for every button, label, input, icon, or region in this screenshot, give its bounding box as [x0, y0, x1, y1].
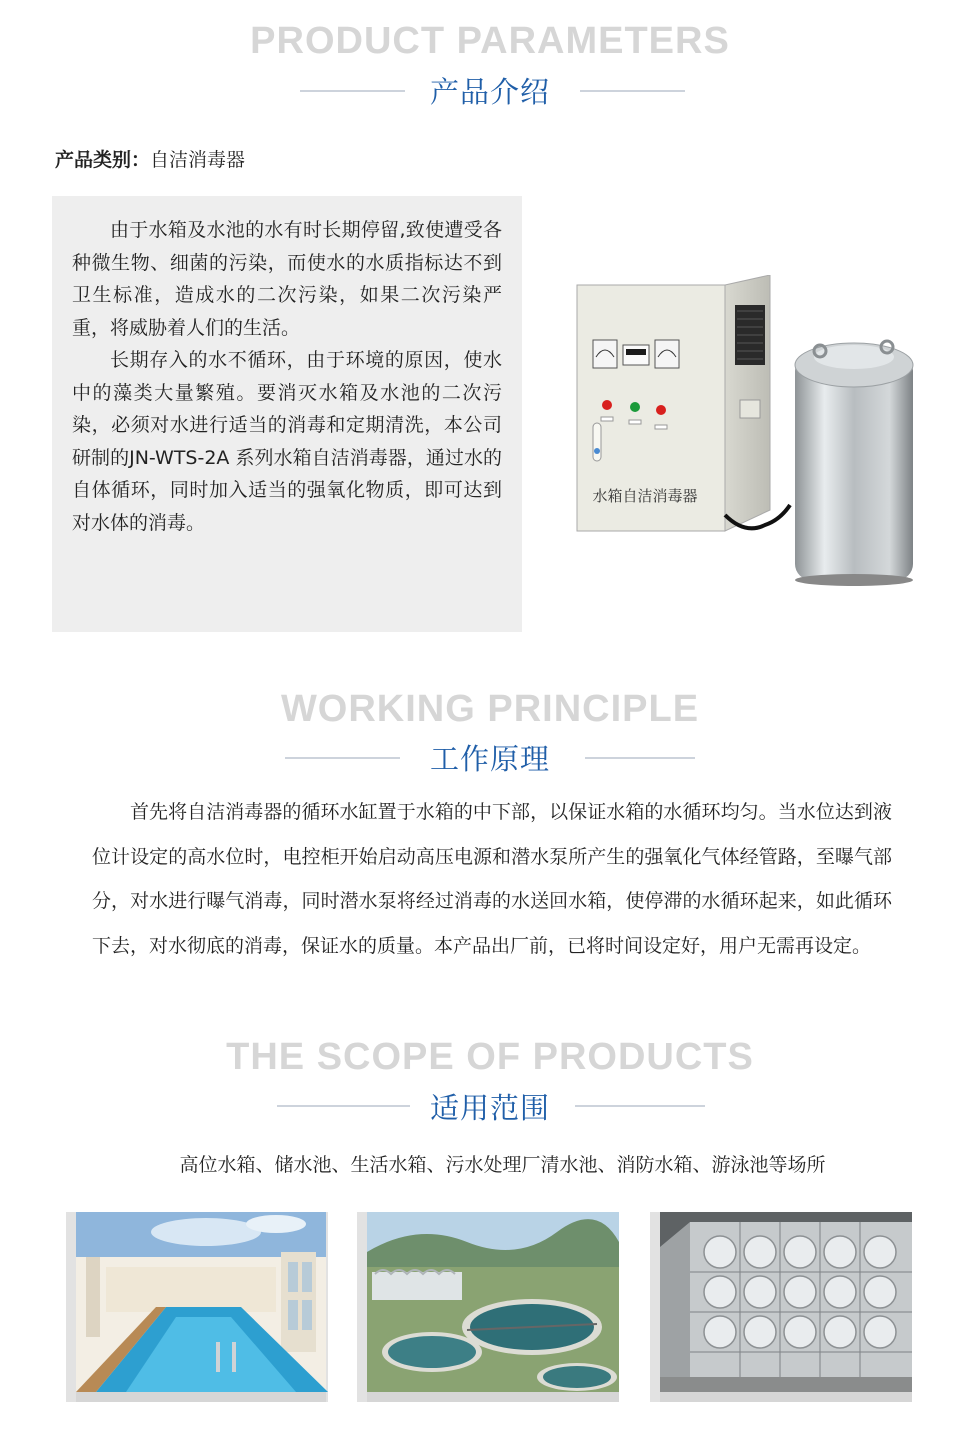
scope-text: 高位水箱、储水池、生活水箱、污水处理厂清水池、消防水箱、游泳池等场所: [179, 1154, 826, 1176]
section-en-title-product: PRODUCT PARAMETERS: [250, 20, 730, 62]
section-cn-title-principle: 工作原理: [429, 742, 550, 776]
title-rule-right: [575, 1105, 705, 1107]
description-paragraph-1: 由于水箱及水池的水有时长期停留,致使遭受各种微生物、细菌的污染，而使水的水质指标达不到卫生标准，造成水的二次污染，如果二次污染严重，将威胁着人们的生活。: [72, 219, 502, 339]
photo-swimming-pool: [66, 1212, 328, 1402]
red-button-right: [656, 405, 666, 415]
product-category: [55, 145, 245, 172]
section-en-title-principle: WORKING PRINCIPLE: [280, 688, 700, 730]
category-value: 自洁消毒器: [150, 149, 246, 171]
category-label: 产品类别：: [55, 149, 151, 171]
meter-right: [655, 340, 679, 368]
title-rule-right: [585, 757, 695, 759]
section-cn-title-product: 产品介绍: [429, 75, 550, 109]
meter-left: [593, 340, 617, 368]
principle-paragraph: 首先将自洁消毒器的循环水缸置于水箱的中下部，以保证水箱的水循环均匀。当水位达到液位计设定的高水位时，电控柜开始启动高压电源和潜水泵所产生的强氧化气体经管路，至曝气部分，对水进行曝气消毒，同时潜水泵将经过消毒的水送回水箱，使停滞的水循环起来，如此循环下去，对水彻底的消毒，保证水的质量。本产品出厂前，已将时间设定好，用户无需再设定。: [92, 801, 892, 957]
product-image: [565, 275, 935, 605]
title-rule-right: [580, 90, 685, 92]
stainless-tank: [795, 355, 913, 580]
red-button-left: [602, 400, 612, 410]
cabinet-label: 水箱自洁消毒器: [592, 489, 698, 505]
green-button: [630, 402, 640, 412]
description-paragraph-2: 长期存入的水不循环，由于环境的原因，使水中的藻类大量繁殖。要消灭水箱及水池的二次污染，必须对水进行适当的消毒和定期清洗，本公司研制的JN-WTS-2A 系列水箱自洁消毒器，通过水的自体循环，同时加入适当的强氧化物质，即可达到对水体的消毒。: [72, 349, 502, 534]
section-cn-title-scope: 适用范围: [429, 1091, 550, 1125]
section-en-title-scope: THE SCOPE OF PRODUCTS: [226, 1036, 754, 1078]
photo-water-treatment-plant: [357, 1212, 619, 1402]
description-box: [52, 196, 522, 632]
photo-stainless-water-tank: [650, 1212, 912, 1402]
